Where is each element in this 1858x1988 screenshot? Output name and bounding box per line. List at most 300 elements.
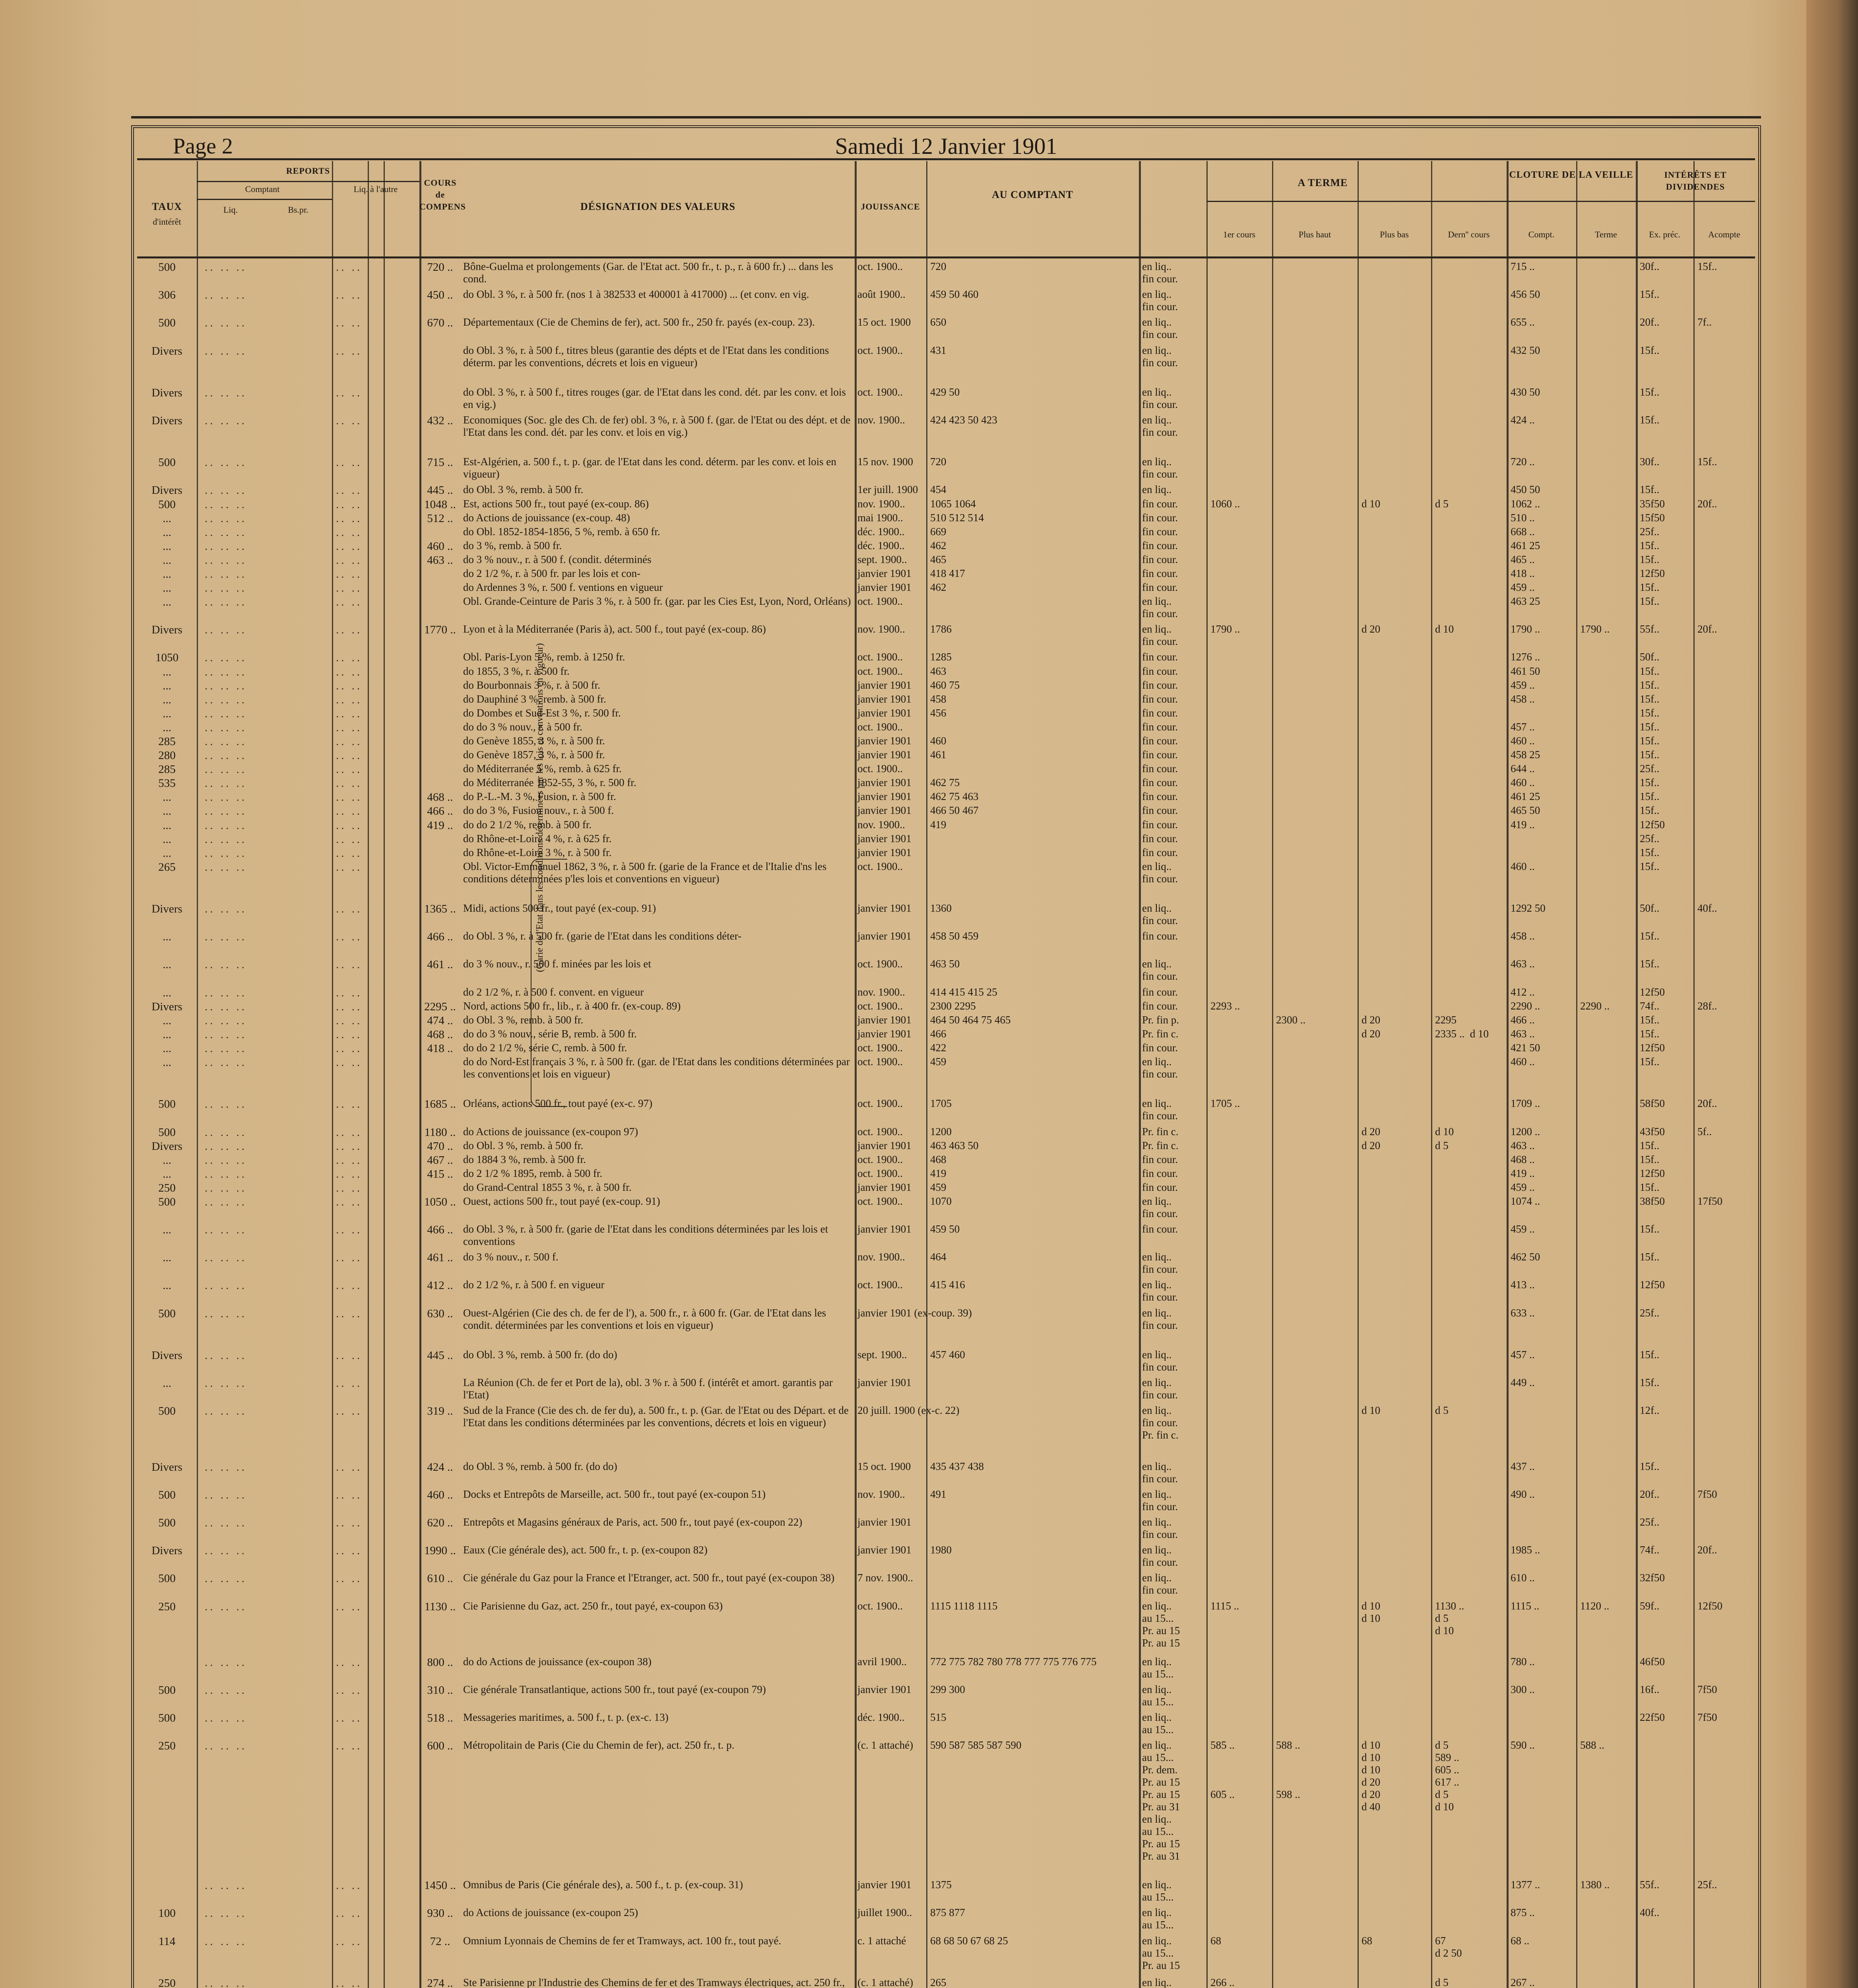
cell-taux: Divers (151, 344, 182, 357)
table-row (137, 721, 1755, 735)
table-row (137, 1279, 1755, 1307)
cell-comptant: 418 417 (930, 567, 965, 579)
table-row (137, 1516, 1755, 1544)
header-rule (1206, 201, 1507, 202)
cell-dividende: 55f.. (1640, 1879, 1660, 1891)
cell-designation: do do 2 1/2 %, série C, remb. à 500 fr. (463, 1041, 627, 1054)
cell-term: Pr. fin p. (1142, 1013, 1179, 1026)
cell-cours: 466 .. (427, 930, 453, 944)
cell-cl-compt: 780 .. (1511, 1655, 1535, 1668)
table-row (137, 1251, 1755, 1279)
cell-dividende: 15f.. (1640, 1460, 1660, 1472)
report-dots: .. .. .. (205, 930, 247, 944)
cell-term: en liq.. fin cour. (1142, 1056, 1178, 1080)
cell-designation: do Grand-Central 1855 3 %, r. à 500 fr. (463, 1181, 632, 1193)
cell-acompte: 20f.. (1697, 1544, 1717, 1556)
cell-dividende: 15f.. (1640, 1139, 1660, 1151)
col-head-1er-cours: 1er cours (1223, 229, 1256, 239)
cell-taux: 250 (158, 1181, 176, 1194)
cell-jouissance: oct. 1900.. (857, 1000, 903, 1012)
cell-designation: do Genève 1857, 3 %, r. à 500 fr. (463, 749, 605, 761)
cell-jouissance: déc. 1900.. (857, 525, 905, 538)
cell-dern: d 5 (1435, 497, 1449, 510)
cell-designation: do Ardennes 3 %, r. 500 f. ventions en vigueur (463, 581, 663, 594)
cell-designation: do Rhône-et-Loire 4 %, r. à 625 fr. (463, 832, 612, 845)
cell-designation: Eaux (Cie générale des), act. 500 fr., t. p. (ex-coupon 82) (463, 1544, 708, 1556)
cell-dividende: 55f.. (1640, 623, 1660, 635)
cell-jouissance: nov. 1900.. (857, 986, 905, 998)
cell-jouissance: janvier 1901 (857, 567, 912, 579)
report-dots: .. .. .. (205, 1028, 247, 1041)
cell-taux: ... (163, 930, 171, 944)
table-row (137, 344, 1755, 386)
cell-cl-compt: 1292 50 (1511, 902, 1546, 914)
cell-term: fin cour. (1142, 553, 1178, 565)
col-head-comptant: Comptant (245, 184, 280, 194)
cell-dividende: 15f.. (1640, 581, 1660, 594)
cell-premier: 2293 .. (1210, 1000, 1240, 1012)
cell-designation: Omnium Lyonnais de Chemins de fer et Tramways, act. 100 fr., tout payé. (463, 1934, 782, 1947)
table-row (137, 512, 1755, 526)
cell-designation: do do 3 % nouv., série B, remb. à 500 fr. (463, 1027, 637, 1040)
cell-designation: do 2 1/2 %, r. à 500 f. en vigueur (463, 1279, 605, 1291)
cell-jouissance: oct. 1900.. (857, 1041, 903, 1054)
cell-term: en liq.. fin cour. (1142, 456, 1178, 480)
cell-jouissance: janvier 1901 (857, 804, 912, 817)
report-dots: .. .. .. (205, 819, 247, 832)
cell-cl-terme: 2290 .. (1580, 1000, 1610, 1012)
report-dots: .. .. .. (205, 1516, 247, 1529)
cell-term: en liq.. fin cour. (1142, 1376, 1178, 1401)
cell-term: fin cour. (1142, 749, 1178, 761)
table-row (137, 1028, 1755, 1042)
cell-jouissance: oct. 1900.. (857, 665, 903, 677)
cell-taux: ... (163, 693, 171, 706)
cell-cours: 466 .. (427, 1223, 453, 1237)
cell-taux: ... (163, 1223, 171, 1237)
cell-comptant: 468 (930, 1153, 946, 1165)
cell-jouissance: oct. 1900.. (857, 1167, 903, 1179)
cell-premier: 1115 .. (1210, 1600, 1239, 1612)
cell-term: en liq.. au 15... Pr. au 15 Pr. au 15 (1142, 1600, 1180, 1649)
cell-designation: do 3 % nouv., r. 500 f. (463, 1251, 559, 1263)
cell-taux: ... (163, 1042, 171, 1055)
table-header (137, 161, 1755, 258)
cell-acompte: 28f.. (1697, 1000, 1717, 1012)
cell-designation: Obl. Grande-Ceinture de Paris 3 %, r. à 500 fr. (gar. par les Cies Est, Lyon, Nord, Orléans) (463, 595, 851, 608)
report-dots: .. .. .. (205, 1167, 247, 1180)
header-rule (197, 199, 332, 200)
cell-dividende: 15f.. (1640, 386, 1660, 398)
cell-designation: do Bourbonnais 3 %, r. à 500 fr. (463, 679, 600, 691)
cell-jouissance: 15 oct. 1900 (857, 316, 911, 328)
cell-term: en liq.. (1142, 1976, 1172, 1988)
cell-cours: 620 .. (427, 1516, 453, 1529)
cell-term: fin cour. (1142, 567, 1178, 579)
report-dots: .. .. (336, 261, 363, 274)
cell-cours: 460 .. (427, 1488, 453, 1501)
table-row (137, 958, 1755, 986)
cell-cours: 445 .. (427, 1349, 453, 1362)
report-dots: .. .. .. (205, 484, 247, 497)
table-row (137, 1056, 1755, 1097)
table-row (137, 1349, 1755, 1376)
cell-cours: 1048 .. (424, 498, 456, 511)
cell-cours: 930 .. (427, 1907, 453, 1920)
cell-taux: ... (163, 512, 171, 525)
cell-jouissance: oct. 1900.. (857, 1600, 903, 1612)
cell-term: fin cour. (1142, 1167, 1178, 1179)
top-rule (131, 116, 1761, 118)
cell-designation: do Dauphiné 3 %, remb. à 500 fr. (463, 693, 606, 705)
cell-designation: do Méditerranée 5 %, remb. à 625 fr. (463, 763, 622, 775)
cell-dividende: 15f.. (1640, 595, 1660, 608)
table-row (137, 386, 1755, 414)
cell-dividende: 16f.. (1640, 1683, 1660, 1696)
cell-cours: 1450 .. (424, 1879, 456, 1892)
cell-cl-compt: 460 .. (1511, 735, 1535, 747)
cell-designation: do Actions de jouissance (ex-coupon 25) (463, 1906, 638, 1919)
cell-jouissance: oct. 1900.. (857, 344, 903, 356)
table-row (137, 1739, 1755, 1879)
table-row (137, 833, 1755, 846)
cell-comptant: 590 587 585 587 590 (930, 1739, 1022, 1751)
report-dots: .. .. .. (205, 1349, 247, 1362)
report-dots: .. .. (336, 1307, 363, 1320)
header-rule (1636, 201, 1755, 202)
cell-comptant: 650 (930, 316, 946, 328)
cell-acompte: 15f.. (1697, 260, 1717, 272)
cell-term: fin cour. (1142, 1000, 1178, 1012)
cell-designation: Ouest, actions 500 fr., tout payé (ex-coup. 91) (463, 1195, 660, 1207)
cell-jouissance: janvier 1901 (857, 777, 912, 789)
cell-taux: ... (163, 707, 171, 720)
cell-designation: Obl. Paris-Lyon 5 %, remb. à 1250 fr. (463, 651, 625, 663)
cell-designation: Cie générale du Gaz pour la France et l'Etranger, act. 500 fr., tout payé (ex-coupon 38) (463, 1572, 835, 1584)
table-row (137, 930, 1755, 958)
cell-comptant: 299 300 (930, 1683, 965, 1696)
cell-taux: 250 (158, 1600, 176, 1613)
cell-cl-compt: 590 .. (1511, 1739, 1535, 1751)
cell-cours: 467 .. (427, 1153, 453, 1167)
cell-taux: 500 (158, 498, 176, 511)
report-dots: .. .. (336, 1460, 363, 1474)
report-dots: .. .. .. (205, 805, 247, 818)
cell-designation: do do 3 %, Fusion nouv., r. à 500 f. (463, 804, 614, 817)
report-dots: .. .. (336, 721, 363, 734)
report-dots: .. .. .. (205, 721, 247, 734)
cell-designation: Messageries maritimes, a. 500 f., t. p. (ex-c. 13) (463, 1711, 669, 1724)
cell-cl-compt: 456 50 (1511, 288, 1540, 301)
cell-plus-bas: d 20 (1361, 1125, 1381, 1138)
header-rule (197, 181, 419, 182)
cell-jouissance: oct. 1900.. (857, 1125, 903, 1138)
cell-taux: 280 (158, 749, 176, 762)
cell-designation: Sud de la France (Cie des ch. de fer du), a. 500 fr., t. p. (Gar. de l'Etat ou des Départ. et de l'Etat dans les conditions déterminées par les conventions, décrets et lois en vigueur) (463, 1404, 849, 1429)
cell-jouissance: oct. 1900.. (857, 720, 903, 733)
cell-taux: Divers (151, 1460, 182, 1474)
cell-cl-compt: 419 .. (1511, 1167, 1535, 1179)
cell-designation: do P.-L.-M. 3 %, Fusion, r. à 500 fr. (463, 790, 616, 803)
cell-cl-compt: 465 50 (1511, 804, 1540, 817)
cell-dividende: 15f50 (1640, 511, 1665, 524)
cell-designation: do Obl. 3 %, remb. à 500 fr. (463, 1013, 584, 1026)
col-head-designation: DÉSIGNATION DES VALEURS (580, 201, 735, 212)
cell-jouissance: 15 nov. 1900 (857, 456, 913, 468)
cell-comptant: 431 (930, 344, 946, 356)
cell-cours: 412 .. (427, 1279, 453, 1292)
cell-term: en liq.. au 15... (1142, 1683, 1174, 1708)
cell-jouissance: janvier 1901 (857, 846, 912, 858)
cell-term: en liq.. fin cour. (1142, 344, 1178, 369)
report-dots: .. .. (336, 567, 363, 580)
cell-comptant: 463 463 50 (930, 1139, 979, 1151)
cell-term: en liq.. fin cour. (1142, 958, 1178, 982)
cell-plus-haut: 588 .. 598 .. (1276, 1739, 1300, 1801)
cell-cl-compt: 437 .. (1511, 1460, 1535, 1472)
report-dots: .. .. .. (205, 777, 247, 790)
report-dots: .. .. (336, 582, 363, 595)
cell-term: en liq.. fin cour. (1142, 288, 1178, 313)
report-dots: .. .. .. (205, 261, 247, 274)
cell-cl-compt: 450 50 (1511, 483, 1540, 496)
cell-acompte: 7f50 (1697, 1711, 1717, 1724)
cell-term: en liq.. fin cour. (1142, 1307, 1178, 1331)
cell-premier: 585 .. 605 .. (1210, 1739, 1235, 1801)
cell-term: en liq.. fin cour. (1142, 1195, 1178, 1219)
cell-jouissance: janvier 1901 (857, 1027, 912, 1040)
col-head-cours-compens: COURS de COMPENS (419, 178, 466, 212)
cell-plus-bas: d 10 (1361, 1404, 1381, 1417)
cell-designation: Obl. Victor-Emmanuel 1862, 3 %, r. à 500 fr. (garie de la France et de l'Italie d'ns les conditions déterminées p'les lois et conventions en vigueur) (463, 860, 827, 885)
table-row (137, 707, 1755, 721)
cell-comptant: 1115 1118 1115 (930, 1600, 998, 1612)
cell-comptant: 459 (930, 1056, 946, 1068)
cell-term: en liq.. fin cour. (1142, 1348, 1178, 1373)
cell-cl-compt: 875 .. (1511, 1906, 1535, 1919)
cell-dividende: 25f.. (1640, 763, 1660, 775)
cell-cl-compt: 68 .. (1511, 1934, 1530, 1947)
cell-designation: do Actions de jouissance (ex-coup. 48) (463, 511, 630, 524)
report-dots: .. .. (336, 1167, 363, 1180)
cell-taux: 265 (158, 860, 176, 874)
cell-cl-compt: 1115 .. (1511, 1600, 1540, 1612)
table-row (137, 1600, 1755, 1656)
cell-comptant: 463 50 (930, 958, 960, 970)
report-dots: .. .. .. (205, 386, 247, 399)
cell-comptant: 459 50 (930, 1223, 960, 1235)
cell-dividende: 15f.. (1640, 1153, 1660, 1165)
cell-cl-compt: 459 .. (1511, 1181, 1535, 1193)
cell-comptant: 1285 (930, 651, 952, 663)
cell-term: en liq.. fin cour. (1142, 1488, 1178, 1512)
cell-cours: 470 .. (427, 1140, 453, 1153)
cell-dern: 2295 (1435, 1013, 1457, 1026)
report-dots: .. .. (336, 540, 363, 553)
table-row (137, 763, 1755, 777)
report-dots: .. .. (336, 596, 363, 609)
cell-designation: do do 2 1/2 %, remb. à 500 fr. (463, 818, 592, 831)
col-head-interets: INTÉRÊTS ET DIVIDENDES (1664, 170, 1727, 192)
report-dots: .. .. .. (205, 1014, 247, 1027)
report-dots: .. .. .. (205, 1181, 247, 1194)
cell-cl-compt: 1062 .. (1511, 497, 1540, 510)
report-dots: .. .. .. (205, 553, 247, 567)
cell-cours: 1685 .. (424, 1098, 456, 1111)
report-dots: .. .. .. (205, 623, 247, 637)
report-dots: .. .. (336, 1195, 363, 1208)
cell-jouissance: janvier 1901 (857, 679, 912, 691)
cell-cl-compt: 1377 .. (1511, 1879, 1540, 1891)
cell-jouissance: oct. 1900.. (857, 1279, 903, 1291)
cell-designation: do 2 1/2 %, r. à 500 fr. par les lois et con- (463, 567, 641, 579)
cell-cours: 466 .. (427, 805, 453, 818)
table-row (137, 553, 1755, 567)
table-row (137, 1307, 1755, 1349)
cell-dividende: 20f.. (1640, 1488, 1660, 1500)
report-dots: .. .. (336, 1600, 363, 1613)
cell-jouissance: déc. 1900.. (857, 1711, 905, 1724)
cell-term: en liq.. fin cour. (1142, 1279, 1178, 1303)
cell-dern: d 5 (1435, 1139, 1449, 1151)
report-dots: .. .. .. (205, 693, 247, 706)
cell-comptant: 414 415 415 25 (930, 986, 997, 998)
report-dots: .. .. .. (205, 958, 247, 971)
cell-term: Pr. fin c. (1142, 1125, 1179, 1138)
cell-comptant: 415 416 (930, 1279, 965, 1291)
report-dots: .. .. (336, 1740, 363, 1753)
cell-premier: 68 (1210, 1934, 1221, 1947)
cell-jouissance: avril 1900.. (857, 1655, 907, 1668)
cell-dividende: 15f.. (1640, 693, 1660, 705)
table-row (137, 1042, 1755, 1056)
cell-dividende: 15f.. (1640, 720, 1660, 733)
cell-dividende: 12f50 (1640, 818, 1665, 831)
cell-comptant: 466 50 467 (930, 804, 979, 817)
cell-cl-compt: 466 .. (1511, 1013, 1535, 1026)
cell-designation: Est-Algérien, a. 500 f., t. p. (gar. de l'Etat dans les cond. déterm. par les conv. et lois en vigueur) (463, 456, 836, 480)
report-dots: .. .. .. (205, 540, 247, 553)
col-head-acompte: Acompte (1708, 229, 1740, 239)
report-dots: .. .. .. (205, 414, 247, 427)
cell-cl-compt: 655 .. (1511, 316, 1535, 328)
table-row (137, 860, 1755, 902)
cell-dividende: 38f50 (1640, 1195, 1665, 1207)
cell-taux: 500 (158, 1684, 176, 1697)
cell-term: en liq.. fin cour. (1142, 902, 1178, 927)
cell-taux: 100 (158, 1907, 176, 1920)
cell-jouissance: c. 1 attaché (857, 1934, 906, 1947)
cell-term: fin cour. (1142, 1041, 1178, 1054)
cell-cl-compt: 459 .. (1511, 1223, 1535, 1235)
cell-term: en liq.. au 15... Pr. au 15 (1142, 1934, 1180, 1971)
cell-cours: 432 .. (427, 414, 453, 427)
cell-taux: ... (163, 986, 171, 999)
cell-taux: ... (163, 596, 171, 609)
table-row (137, 1376, 1755, 1404)
report-dots: .. .. (336, 1279, 363, 1292)
cell-term: fin cour. (1142, 720, 1178, 733)
report-dots: .. .. (336, 1042, 363, 1055)
cell-designation: do do 3 % nouv., r. à 500 fr. (463, 720, 582, 733)
report-dots: .. .. (336, 498, 363, 511)
cell-acompte: 20f.. (1697, 497, 1717, 510)
cell-taux: 500 (158, 1098, 176, 1111)
cell-cours: 1990 .. (424, 1544, 456, 1557)
cell-comptant: 491 (930, 1488, 946, 1500)
report-dots: .. .. (336, 833, 363, 846)
cell-designation: do Genève 1855, 3 %, r. à 500 fr. (463, 735, 605, 747)
cell-cl-terme: 588 .. (1580, 1739, 1604, 1751)
cell-taux: 285 (158, 763, 176, 776)
cell-taux: ... (163, 1251, 171, 1264)
cell-dividende: 30f.. (1640, 456, 1660, 468)
col-head-jouissance: JOUISSANCE (861, 202, 920, 212)
cell-cl-compt: 1709 .. (1511, 1097, 1540, 1110)
cell-term: en liq.. fin cour. (1142, 1460, 1178, 1485)
cell-plus-haut: 2300 .. (1276, 1013, 1306, 1026)
cell-jouissance: nov. 1900.. (857, 1251, 905, 1263)
cell-designation: do 1884 3 %, remb. à 500 fr. (463, 1153, 586, 1165)
cell-comptant: 1065 1064 (930, 497, 976, 510)
cell-term: en liq.. fin cour. (1142, 260, 1178, 285)
table-row (137, 1000, 1755, 1014)
cell-jouissance: nov. 1900.. (857, 414, 905, 426)
report-dots: .. .. (336, 414, 363, 427)
cell-designation: do 3 % nouv., r. à 500 f. (condit. déterminés (463, 553, 652, 565)
header-rule (1507, 201, 1636, 202)
cell-taux: ... (163, 833, 171, 846)
cell-dividende: 15f.. (1640, 288, 1660, 301)
cell-dern: 1130 .. d 5 d 10 (1435, 1600, 1464, 1637)
report-dots: .. .. .. (205, 1140, 247, 1153)
cell-cl-compt: 449 .. (1511, 1376, 1535, 1389)
cell-comptant: 1360 (930, 902, 952, 914)
cell-dividende: 15f.. (1640, 790, 1660, 803)
cell-cl-compt: 463 .. (1511, 1027, 1535, 1040)
cell-term: fin cour. (1142, 804, 1178, 817)
cell-designation: Ste Parisienne pr l'Industrie des Chemins de fer et des Tramways électriques, act. 250 fr., (463, 1976, 845, 1988)
cell-term: en liq.. fin cour. (1142, 1516, 1178, 1540)
cell-taux: ... (163, 791, 171, 804)
cell-cl-compt: 1790 .. (1511, 623, 1540, 635)
cell-cl-compt: 1200 .. (1511, 1125, 1540, 1138)
cell-comptant: 510 512 514 (930, 511, 984, 524)
cell-taux: ... (163, 582, 171, 595)
cell-taux: ... (163, 1153, 171, 1167)
report-dots: .. .. (336, 707, 363, 720)
cell-cours: 274 .. (427, 1976, 453, 1988)
cell-comptant: 68 68 50 67 68 25 (930, 1934, 1008, 1947)
cell-cl-compt: 457 .. (1511, 720, 1535, 733)
table-row (137, 581, 1755, 595)
report-dots: .. .. (336, 553, 363, 567)
report-dots: .. .. .. (205, 860, 247, 874)
cell-cours: 418 .. (427, 1042, 453, 1055)
cell-cl-compt: 432 50 (1511, 344, 1540, 356)
cell-jouissance: janvier 1901 (857, 693, 912, 705)
report-dots: .. .. (336, 1377, 363, 1390)
report-dots: .. .. .. (205, 1195, 247, 1208)
cell-comptant: 515 (930, 1711, 946, 1724)
cell-jouissance: août 1900.. (857, 288, 906, 301)
cell-taux: ... (163, 1167, 171, 1180)
cell-jouissance: (c. 1 attaché) (857, 1976, 913, 1988)
cell-term: fin cour. (1142, 930, 1178, 942)
cell-cl-compt: 430 50 (1511, 386, 1540, 398)
cell-comptant: 460 (930, 735, 946, 747)
report-dots: .. .. (336, 1181, 363, 1194)
